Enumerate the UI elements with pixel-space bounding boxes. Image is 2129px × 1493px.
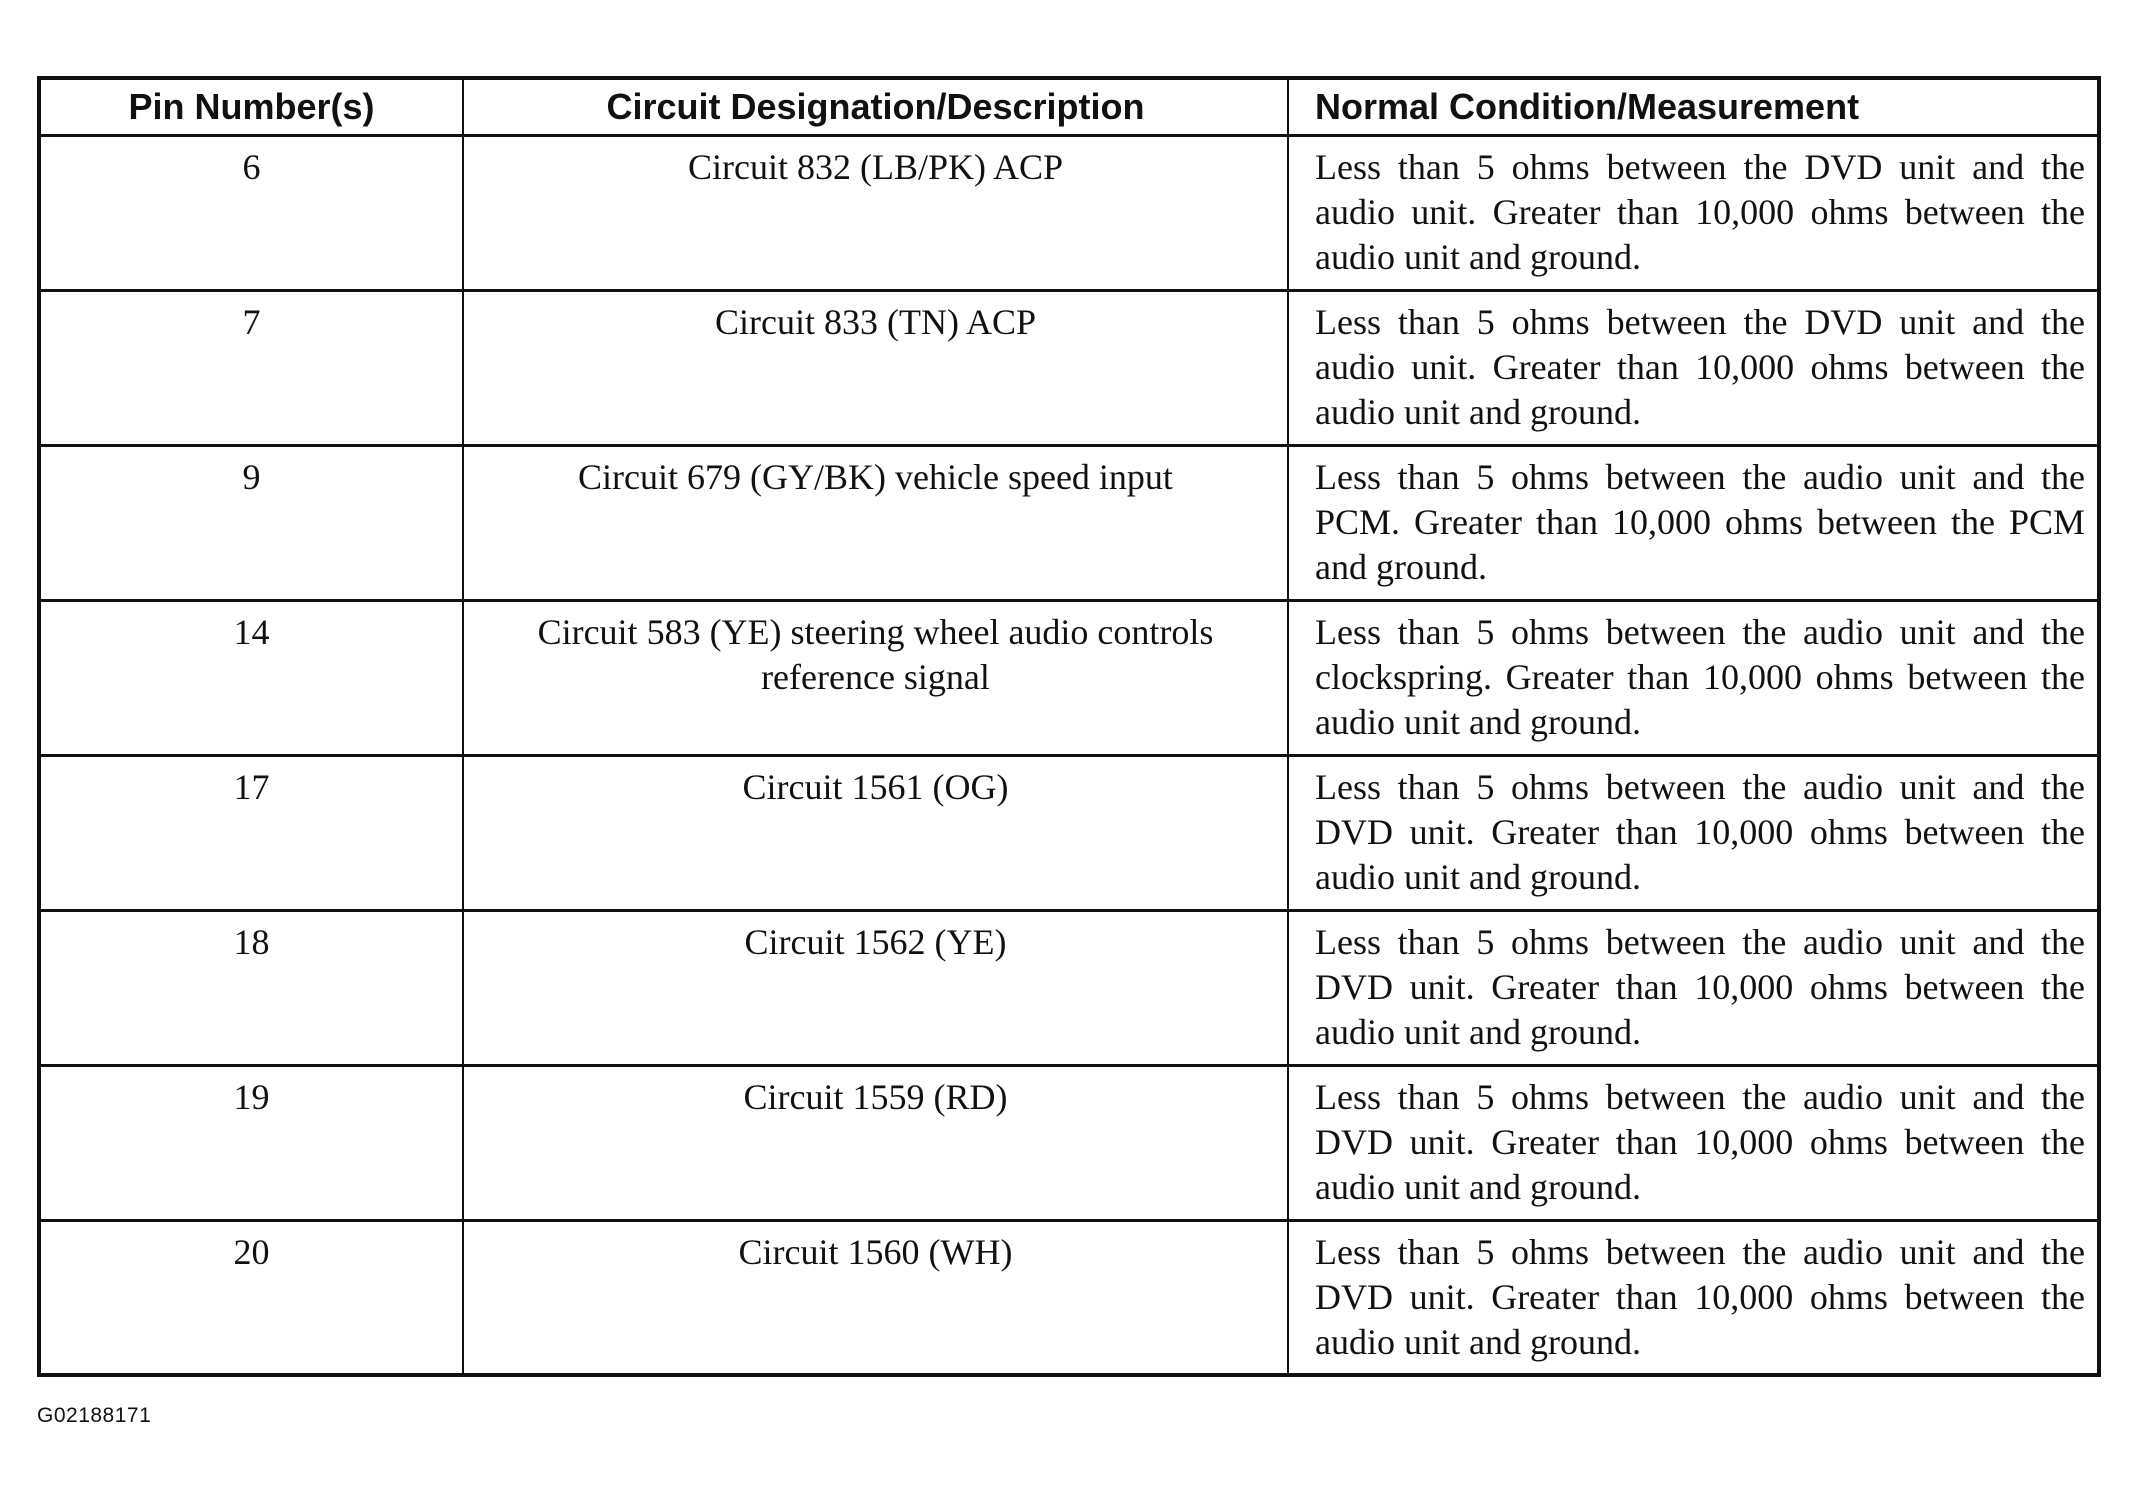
measurement-cell: Less than 5 ohms between the audio unit and the DVD unit. Greater than 10,000 ohms between the audio unit and ground. (1288, 755, 2099, 910)
circuit-cell: Circuit 1560 (WH) (463, 1220, 1288, 1375)
pin-cell: 20 (39, 1220, 463, 1375)
circuit-cell: Circuit 1559 (RD) (463, 1065, 1288, 1220)
table-body (39, 135, 2099, 1375)
header-row (39, 78, 2099, 135)
measurement-cell: Less than 5 ohms between the audio unit and the DVD unit. Greater than 10,000 ohms between the audio unit and ground. (1288, 1065, 2099, 1220)
figure-code: G02188171 (37, 1404, 152, 1427)
pin-cell: 18 (39, 910, 463, 1065)
pin-cell: 9 (39, 445, 463, 600)
pin-cell: 19 (39, 1065, 463, 1220)
measurement-cell: Less than 5 ohms between the audio unit and the clockspring. Greater than 10,000 ohms between the audio unit and ground. (1288, 600, 2099, 755)
table-row (39, 910, 2099, 1065)
measurement-cell: Less than 5 ohms between the audio unit and the DVD unit. Greater than 10,000 ohms between the audio unit and ground. (1288, 910, 2099, 1065)
circuit-cell: Circuit 583 (YE) steering wheel audio controls reference signal (463, 600, 1288, 755)
measurement-cell: Less than 5 ohms between the DVD unit and the audio unit. Greater than 10,000 ohms between the audio unit and ground. (1288, 290, 2099, 445)
table-row (39, 135, 2099, 290)
circuit-cell: Circuit 833 (TN) ACP (463, 290, 1288, 445)
table-row (39, 1065, 2099, 1220)
table-header (39, 78, 2099, 135)
measurement-cell: Less than 5 ohms between the audio unit and the PCM. Greater than 10,000 ohms between the PCM and ground. (1288, 445, 2099, 600)
pin-cell: 17 (39, 755, 463, 910)
table-row (39, 755, 2099, 910)
circuit-cell: Circuit 832 (LB/PK) ACP (463, 135, 1288, 290)
pin-cell: 6 (39, 135, 463, 290)
header-pin-number: Pin Number(s) (39, 78, 463, 135)
table-row (39, 1220, 2099, 1375)
header-normal-condition: Normal Condition/Measurement (1288, 78, 2099, 135)
circuit-cell: Circuit 1562 (YE) (463, 910, 1288, 1065)
pin-cell: 7 (39, 290, 463, 445)
header-circuit-designation: Circuit Designation/Description (463, 78, 1288, 135)
circuit-cell: Circuit 679 (GY/BK) vehicle speed input (463, 445, 1288, 600)
table-row (39, 445, 2099, 600)
circuit-cell: Circuit 1561 (OG) (463, 755, 1288, 910)
table-row (39, 600, 2099, 755)
table-row (39, 290, 2099, 445)
measurement-cell: Less than 5 ohms between the audio unit and the DVD unit. Greater than 10,000 ohms between the audio unit and ground. (1288, 1220, 2099, 1375)
measurement-cell: Less than 5 ohms between the DVD unit and the audio unit. Greater than 10,000 ohms between the audio unit and ground. (1288, 135, 2099, 290)
pin-circuit-table (37, 76, 2101, 1377)
pin-cell: 14 (39, 600, 463, 755)
